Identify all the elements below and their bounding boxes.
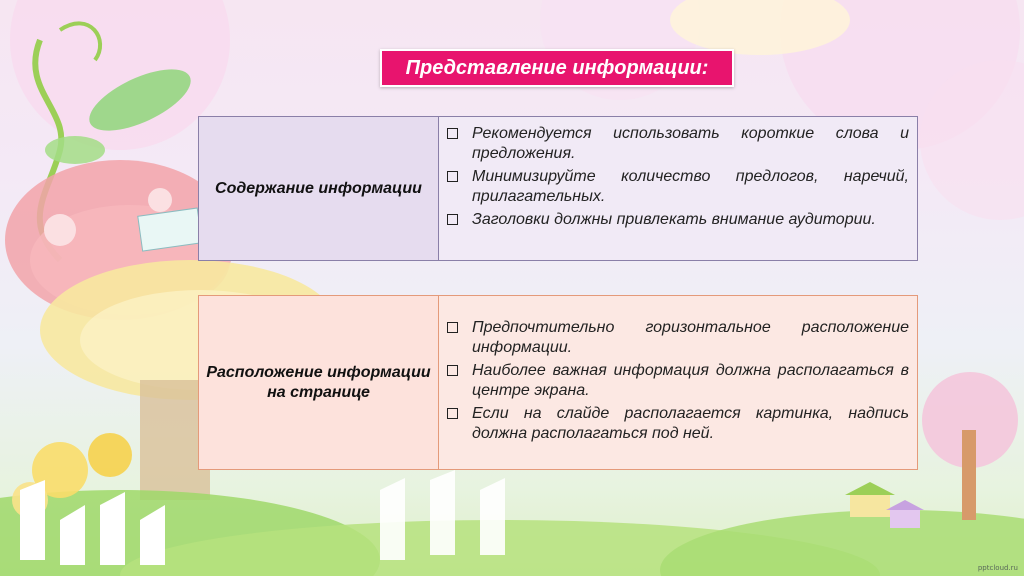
section-heading [199, 296, 439, 469]
checkbox-bullet-icon [447, 214, 458, 225]
list-item [447, 124, 909, 165]
layout-card [198, 295, 918, 470]
list-item [447, 167, 909, 208]
bullet-list [439, 117, 917, 260]
list-item-text: Если на слайде располагается картинка, надпись должна располагаться под ней. [472, 404, 909, 443]
watermark: pptcloud.ru [977, 564, 1018, 572]
slide-title-box [380, 49, 734, 87]
checkbox-bullet-icon [447, 365, 458, 376]
checkbox-bullet-icon [447, 128, 458, 139]
checkbox-bullet-icon [447, 171, 458, 182]
bullet-list [439, 296, 917, 469]
list-item [447, 404, 909, 445]
section-heading-text: Содержание информации [215, 179, 422, 197]
list-item [447, 318, 909, 359]
slide-title: Представление информации: [405, 56, 709, 79]
list-item-text: Рекомендуется использовать короткие слова и предложения. [472, 125, 909, 163]
list-item-text: Наиболее важная информация должна располагаться в центре экрана. [472, 361, 909, 400]
list-item-text: Предпочтительно горизонтальное расположение информации. [472, 319, 909, 357]
content-card [198, 116, 918, 261]
section-heading [199, 117, 439, 260]
list-item-text: Заголовки должны привлекать внимание аудитории. [472, 210, 876, 228]
section-heading-text: Расположение информации на странице [206, 363, 431, 401]
list-item [447, 210, 909, 230]
checkbox-bullet-icon [447, 322, 458, 333]
list-item-text: Минимизируйте количество предлогов, наречий, прилагательных. [472, 167, 909, 206]
list-item [447, 361, 909, 402]
checkbox-bullet-icon [447, 408, 458, 419]
